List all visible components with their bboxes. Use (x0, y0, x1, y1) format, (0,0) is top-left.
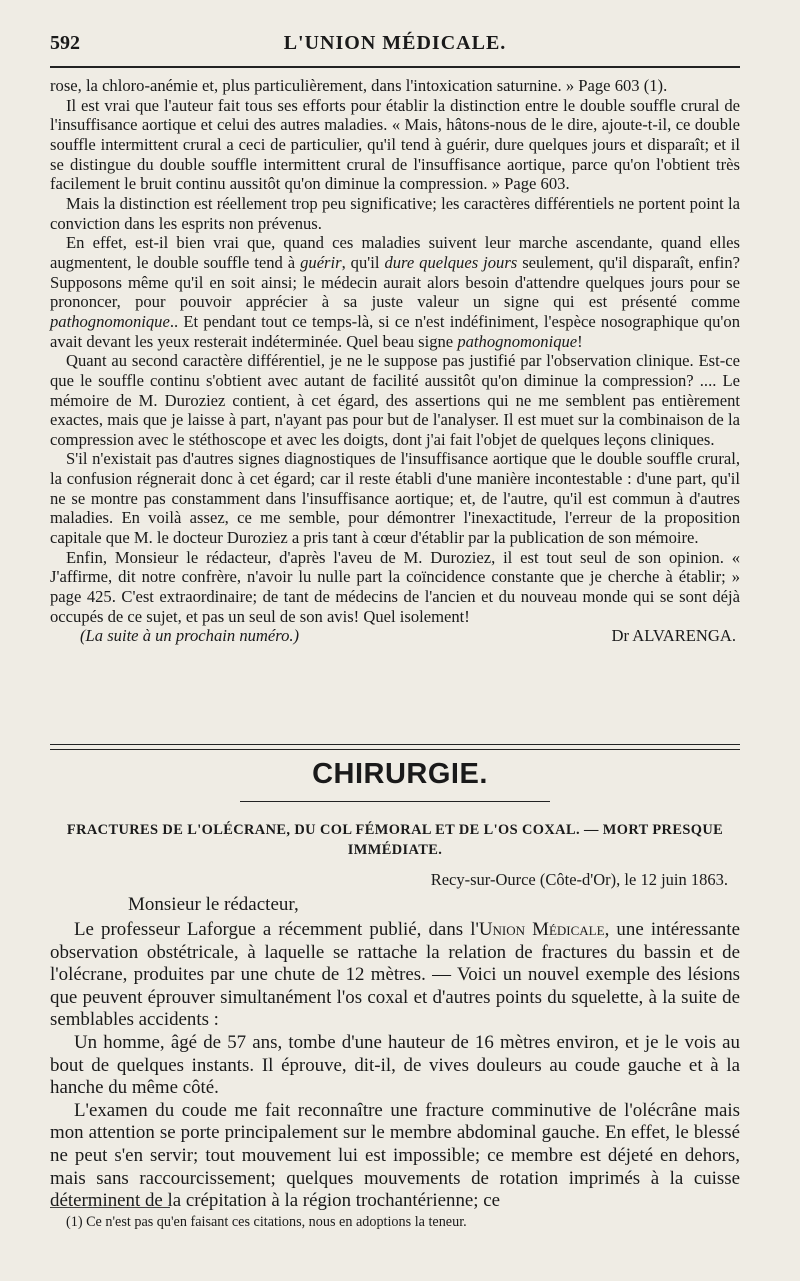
author-signature: Dr ALVARENGA. (611, 626, 736, 646)
italic-term: pathognomonique (50, 311, 170, 331)
paragraph: Mais la distinction est réellement trop peu significative; les caractères différentiels ne portent point la conviction dans les esprits non prévenus. (50, 193, 740, 233)
paragraph: S'il n'existait pas d'autres signes diagnostiques de l'insuffisance aortique que le double souffle crural, la confusion régnerait donc à cet égard; car il reste établi d'une manière incontestable : d'une part, qu'il ne se montre pas constamment dans l'insuffisance aortique; et, de l'autre, qu'il est commun à d'autres maladies. En voilà assez, ce me semble, pour démontrer l'inexactitude, l'erreur de la proposition capitale que M. le docteur Duroziez a pris tant à cœur d'établir par la publication de son mémoire. (50, 449, 740, 548)
article-title: FRACTURES DE L'OLÉCRANE, DU COL FÉMORAL ET DE L'OS COXAL. — MORT PRESQUE IMMÉDIATE. (66, 822, 724, 858)
paragraph (50, 919, 740, 1032)
text-run: En effet, est-il bien vrai que, quand ces maladies suivent leur marche ascendante, quand elles augmentent, le double souffle tend à (50, 233, 740, 272)
text-run: .. Et pendant tout ce temps-là, si ce n'est indéfiniment, l'espèce nosographique qu'on avait devant les yeux resterait indéterminée. Quel beau signe (50, 311, 740, 351)
section-title: CHIRURGIE. (312, 758, 488, 790)
text-run: ! (577, 331, 583, 351)
paragraph: Un homme, âgé de 57 ans, tombe d'une hauteur de 16 mètres environ, et je le vois au bout de quelques instants. Il éprouve, dit-il, de vives douleurs au coude gauche et à la hanche du même côté. (50, 1031, 740, 1099)
page-number: 592 (50, 32, 80, 54)
paragraph: L'examen du coude me fait reconnaître une fracture comminutive de l'olécrâne mais mon attention se porte principalement sur le membre abdominal gauche. En effet, le blessé ne peut s'en servir; tout mouvement lui est impossible; ce membre est déjeté en dehors, mais sans raccourcissement; quelques mouvements de rotation imprimés à la cuisse déterminent de la crépitation à la région trochantérienne; ce (50, 1099, 740, 1212)
text-run: Le professeur Laforgue a récemment publié, dans l' (74, 919, 479, 940)
paragraph: rose, la chloro-anémie et, plus particulièrement, dans l'intoxication saturnine. » Page 603 (1). (50, 76, 668, 95)
paragraph (50, 233, 740, 351)
section-divider (50, 744, 740, 750)
dateline: Recy-sur-Ource (Côte-d'Or), le 12 juin 1863. (430, 870, 728, 889)
footnote-rule (50, 1207, 170, 1208)
signature-row (50, 626, 740, 646)
first-article-body (50, 76, 740, 646)
text-run: , qu'il (341, 252, 385, 272)
footnote: (1) Ce n'est pas qu'en faisant ces citations, nous en adoptions la teneur. (66, 1214, 467, 1230)
running-title: L'UNION MÉDICALE. (283, 32, 507, 54)
continuation-note: (La suite à un prochain numéro.) (80, 626, 300, 646)
section-title-underline (240, 801, 550, 802)
text-run: , une intéressante observation obstétricale, à laquelle se rattache la relation de fractures du bassin et de l'olécrane, produites par une chute de 12 mètres. — Voici un nouvel exemple des lésions que peuvent éprouver simultanément l'os coxal et d'autres points du squelette, à la suite de semblables accidents : (50, 919, 740, 1031)
header-rule (50, 66, 740, 68)
paragraph: Il est vrai que l'auteur fait tous ses efforts pour établir la distinction entre le double souffle crural de l'insuffisance aortique et celui des autres maladies. « Mais, hâtons-nous de le dire, ajoute-t-il, ce double souffle intermittent crural a ceci de particulier, qu'il tend à guérir, dure quelques jours et disparaît; et il se distingue du double souffle intermittent crural de l'insuffisance aortique, parce qu'on l'obtient très facilement le bruit continu aussitôt qu'on diminue la compression. » Page 603. (50, 95, 740, 194)
second-article-body (50, 919, 740, 1213)
salutation: Monsieur le rédacteur, (128, 894, 299, 915)
italic-term: dure quelques jours (384, 252, 518, 272)
italic-term: pathognomonique (457, 331, 578, 351)
paragraph: Enfin, Monsieur le rédacteur, d'après l'aveu de M. Duroziez, il est tout seul de son opinion. « J'affirme, dit notre confrère, n'avoir lu nulle part la coïncidence constante que je cherche à établir; » page 425. C'est extraordinaire; de tant de médecins de l'ancien et du nouveau monde qui se sont déjà occupés de ce sujet, et pas un seul de son avis! Quel isolement! (50, 547, 740, 626)
paragraph: Quant au second caractère différentiel, je ne le suppose pas justifié par l'observation clinique. Est-ce que le souffle continu s'obtient avec autant de facilité aussitôt qu'on diminue la compression? .... Le mémoire de M. Duroziez contient, à cet égard, des assertions qui ne me semblent pas entièrement exactes, mais que je laisse à part, n'ayant pas pour but de l'analyser. Il est muet sur la combinaison de la compression avec le stéthoscope et avec les doigts, dont j'ai fait l'objet de quelques leçons cliniques. (50, 351, 740, 449)
journal-name: Union Médicale (478, 919, 605, 940)
italic-term: guérir (300, 252, 342, 272)
text-run: seulement, qu'il disparaît, enfin? Supposons même qu'il en soit ainsi; le médecin aurait alors besoin d'attendre quelques jours pour se prononcer, pour pouvoir apprécier à sa juste valeur un signe qui est présenté comme (50, 252, 741, 312)
page-header (50, 32, 740, 60)
